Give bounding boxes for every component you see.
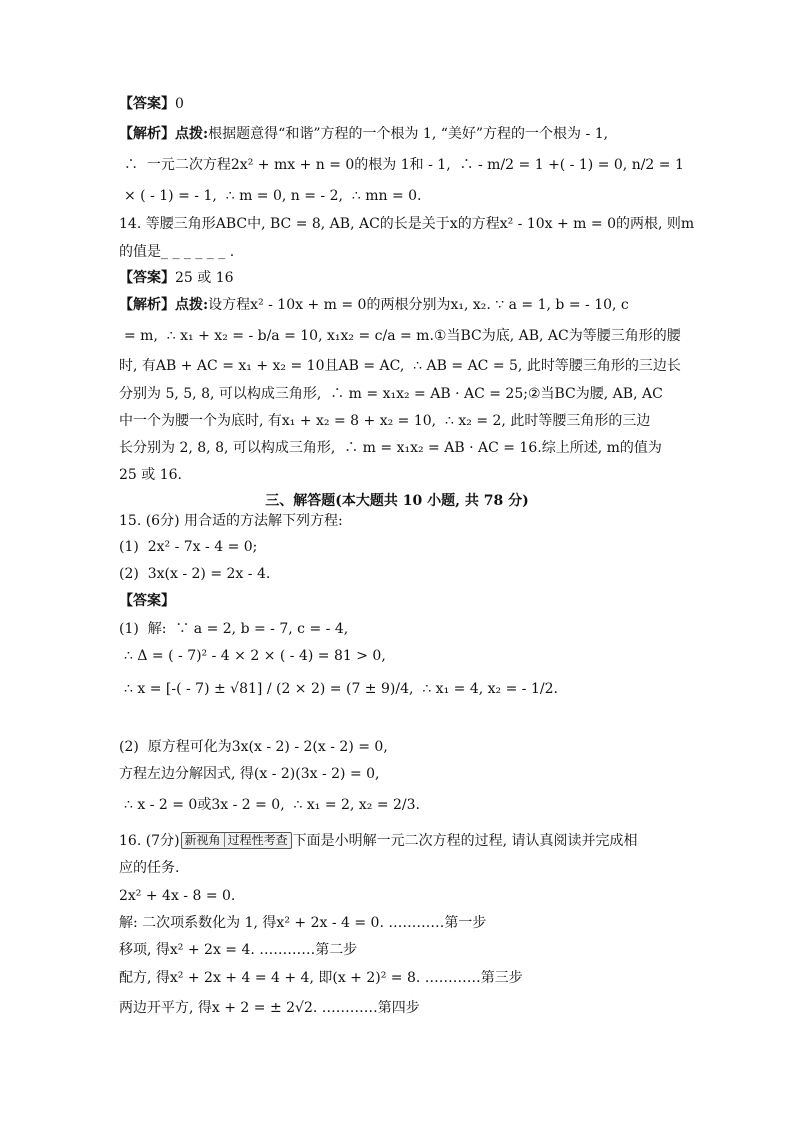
line-text: 14. 等腰三角形ABC中, BC = 8, AB, AC的长是关于x的方程x² - 10x + m = 0的两根, 则m xyxy=(119,216,695,232)
text-line xyxy=(124,795,794,815)
line-text: 中一个为腰一个为底时, 有x₁ + x₂ = 8 + x₂ = 10, ∴ x₂ = 2, 此时等腰三角形的三边 xyxy=(119,413,651,429)
line-text: 设方程x² - 10x + m = 0的两根分别为x₁, x₂. ∵ a = 1, b = - 10, c xyxy=(208,297,629,313)
text-line xyxy=(119,968,794,988)
text-line xyxy=(119,511,794,531)
line-text: 根据题意得“和谐”方程的一个根为 1, “美好”方程的一个根为 - 1, xyxy=(208,126,609,142)
text-line xyxy=(119,465,794,485)
line-text: 两边开平方, 得x + 2 = ± 2√2. …………第四步 xyxy=(119,1000,420,1016)
line-text: 方程左边分解因式, 得(x - 2)(3x - 2) = 0, xyxy=(119,766,380,782)
line-text: (2) 3x(x - 2) = 2x - 4. xyxy=(119,566,271,582)
line-text: 15. (6分) 用合适的方法解下列方程: xyxy=(119,513,343,529)
line-text-after: 下面是小明解一元二次方程的过程, 请认真阅读并完成相 xyxy=(292,833,638,849)
text-line xyxy=(119,998,794,1018)
text-line xyxy=(119,356,794,376)
line-text: ∴ Δ = ( - 7)² - 4 × 2 × ( - 4) = 81 > 0, xyxy=(124,648,386,664)
label-prefix: 【答案】 xyxy=(119,96,175,112)
text-line xyxy=(119,295,794,315)
line-text: 三、解答题(本大题共 10 小题, 共 78 分) xyxy=(265,493,529,509)
line-text: (2) 原方程可化为3x(x - 2) - 2(x - 2) = 0, xyxy=(119,739,388,755)
line-text: × ( - 1) = - 1, ∴ m = 0, n = - 2, ∴ mn = 0. xyxy=(124,188,422,204)
text-line xyxy=(119,940,794,960)
line-text: 25 或 16. xyxy=(119,467,182,483)
text-line xyxy=(124,326,794,346)
text-line xyxy=(119,858,794,878)
text-line xyxy=(119,764,794,784)
text-line xyxy=(119,831,794,851)
text-line xyxy=(119,564,794,584)
line-text: 的值是_ _ _ _ _ _ . xyxy=(119,244,235,260)
line-text: 0 xyxy=(175,96,184,112)
text-line xyxy=(124,646,794,666)
text-line xyxy=(119,384,794,404)
line-text: = m, ∴ x₁ + x₂ = - b/a = 10, x₁x₂ = c/a = m.①当BC为底, AB, AC为等腰三角形的腰 xyxy=(124,328,681,344)
text-line xyxy=(0,491,794,511)
text-line xyxy=(119,537,794,557)
text-line xyxy=(124,186,794,206)
label-prefix: 【解析】点拨: xyxy=(119,297,209,313)
text-line xyxy=(119,242,794,262)
label-prefix: 【解析】点拨: xyxy=(119,126,209,142)
line-text: 配方, 得x² + 2x + 4 = 4 + 4, 即(x + 2)² = 8. …………第三步 xyxy=(119,970,523,986)
text-line xyxy=(119,411,794,431)
text-line xyxy=(119,124,794,144)
text-line xyxy=(119,438,794,458)
line-text: (1) 解: ∵ a = 2, b = - 7, c = - 4, xyxy=(119,621,349,637)
text-line xyxy=(124,155,794,175)
line-text: 时, 有AB + AC = x₁ + x₂ = 10且AB = AC, ∴ AB = AC = 5, 此时等腰三角形的三边长 xyxy=(119,358,681,374)
text-line xyxy=(119,737,794,757)
question-tag-badge xyxy=(181,832,292,849)
line-text: 移项, 得x² + 2x = 4. …………第二步 xyxy=(119,942,358,958)
line-text: (1) 2x² - 7x - 4 = 0; xyxy=(119,539,258,555)
text-line xyxy=(119,619,794,639)
line-text: 应的任务. xyxy=(119,860,180,876)
text-line xyxy=(119,94,794,114)
line-text: ∴ x = [-( - 7) ± √81] / (2 × 2) = (7 ± 9)/4, ∴ x₁ = 4, x₂ = - 1/2. xyxy=(124,681,558,697)
text-line xyxy=(119,913,794,933)
text-line xyxy=(119,214,794,234)
line-text: 16. (7分) xyxy=(119,833,180,849)
text-line xyxy=(124,679,794,699)
line-text: 解: 二次项系数化为 1, 得x² + 2x - 4 = 0. …………第一步 xyxy=(119,915,487,931)
line-text: ∴ 一元二次方程2x² + mx + n = 0的根为 1和 - 1, ∴ - m/2 = 1 +( - 1) = 0, n/2 = 1 xyxy=(124,157,684,173)
line-text: 分别为 5, 5, 8, 可以构成三角形, ∴ m = x₁x₂ = AB · AC = 25;②当BC为腰, AB, AC xyxy=(119,386,663,402)
text-line xyxy=(119,268,794,288)
label-prefix: 【答案】 xyxy=(119,270,175,286)
line-text: ∴ x - 2 = 0或3x - 2 = 0, ∴ x₁ = 2, x₂ = 2/3. xyxy=(124,797,420,813)
label-prefix: 【答案】 xyxy=(119,593,175,609)
badge-text: 新视角 xyxy=(184,833,221,847)
line-text: 长分别为 2, 8, 8, 可以构成三角形, ∴ m = x₁x₂ = AB · AC = 16.综上所述, m的值为 xyxy=(119,440,662,456)
line-text: 2x² + 4x - 8 = 0. xyxy=(119,888,236,904)
text-line xyxy=(119,886,794,906)
line-text: 25 或 16 xyxy=(175,270,234,286)
badge-text: 过程性考查 xyxy=(227,833,288,847)
text-line xyxy=(119,591,794,611)
